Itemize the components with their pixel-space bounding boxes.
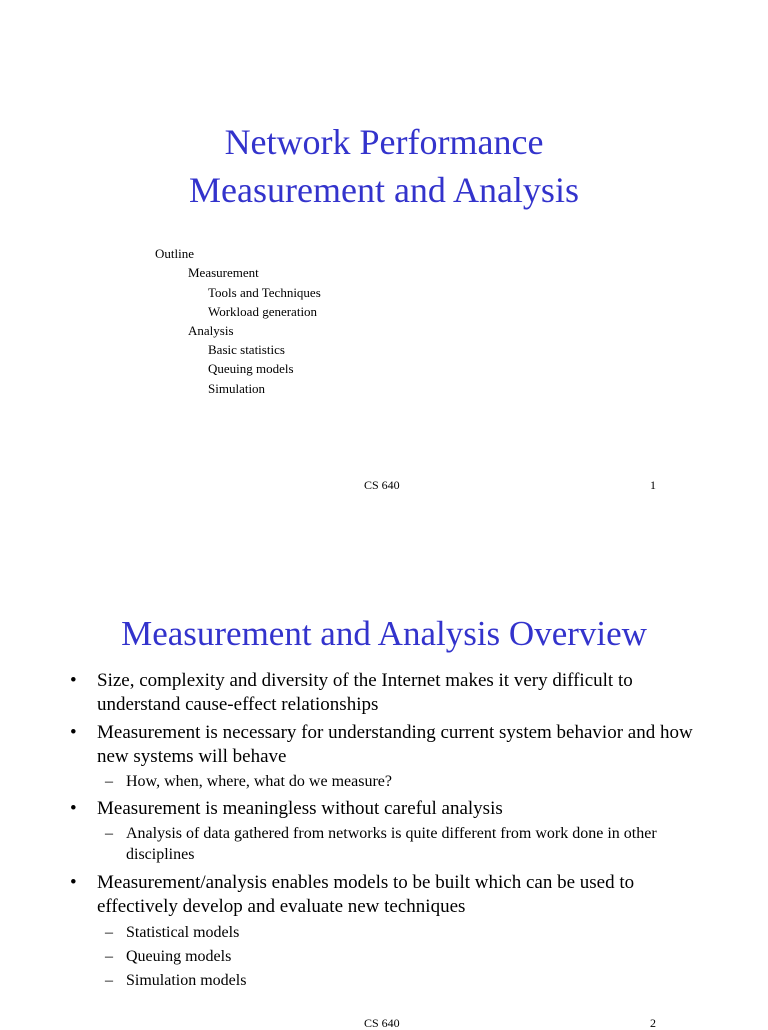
dash-marker: – <box>105 972 113 989</box>
bullet-1 <box>70 669 710 717</box>
slide-2-title: Measurement and Analysis Overview <box>121 614 647 653</box>
dash-marker: – <box>105 948 113 965</box>
outline-item-queuing: Queuing models <box>208 361 294 376</box>
dash-marker: – <box>105 924 113 941</box>
slide-1-title-line-2: Measurement and Analysis <box>189 170 579 210</box>
bullet-3-sub-1 <box>70 823 710 865</box>
bullet-4-sub-1-text: Statistical models <box>126 924 240 941</box>
slide-1-title <box>0 118 768 214</box>
dash-marker: – <box>105 825 113 842</box>
outline-heading: Outline <box>155 246 194 261</box>
slide-1-page-number: 1 <box>650 478 656 492</box>
bullet-4-sub-2 <box>70 945 710 969</box>
bullet-2-text: Measurement is necessary for understanding current system behavior and how new systems will behave <box>97 722 693 767</box>
bullet-4-sub-2-text: Queuing models <box>126 948 232 965</box>
outline-item-simulation: Simulation <box>208 381 266 396</box>
outline-item-analysis: Analysis <box>188 323 234 338</box>
dash-marker: – <box>105 773 113 790</box>
bullet-4-sub-3-text: Simulation models <box>126 972 247 989</box>
outline-item-statistics: Basic statistics <box>208 342 285 357</box>
bullet-marker: • <box>70 670 77 691</box>
bullet-4 <box>70 871 710 919</box>
bullet-3-text: Measurement is meaningless without careful analysis <box>97 798 503 819</box>
bullet-4-sub-1 <box>70 921 710 945</box>
outline-item-measurement: Measurement <box>188 265 259 280</box>
bullet-2-sub-1 <box>70 771 710 792</box>
slide-2-page-number: 2 <box>650 1016 656 1030</box>
bullet-2 <box>70 721 710 769</box>
slide-1-footer-course: CS 640 <box>364 478 400 492</box>
bullet-list <box>70 669 710 993</box>
bullet-marker: • <box>70 722 77 743</box>
bullet-3-sub-1-text: Analysis of data gathered from networks is quite different from work done in other disciplines <box>126 825 657 863</box>
bullet-1-text: Size, complexity and diversity of the Internet makes it very difficult to understand cause-effect relationships <box>97 670 633 715</box>
bullet-2-sub-1-text: How, when, where, what do we measure? <box>126 773 392 790</box>
outline-item-workload: Workload generation <box>208 304 318 319</box>
bullet-4-sub-3 <box>70 969 710 993</box>
bullet-marker: • <box>70 872 77 893</box>
bullet-marker: • <box>70 798 77 819</box>
slide-2-footer-course: CS 640 <box>364 1016 400 1030</box>
bullet-4-text: Measurement/analysis enables models to be built which can be used to effectively develop and evaluate new techniques <box>97 872 635 917</box>
outline-item-tools: Tools and Techniques <box>208 285 321 300</box>
slide-1-title-line-1: Network Performance <box>224 122 544 162</box>
bullet-3 <box>70 797 710 821</box>
